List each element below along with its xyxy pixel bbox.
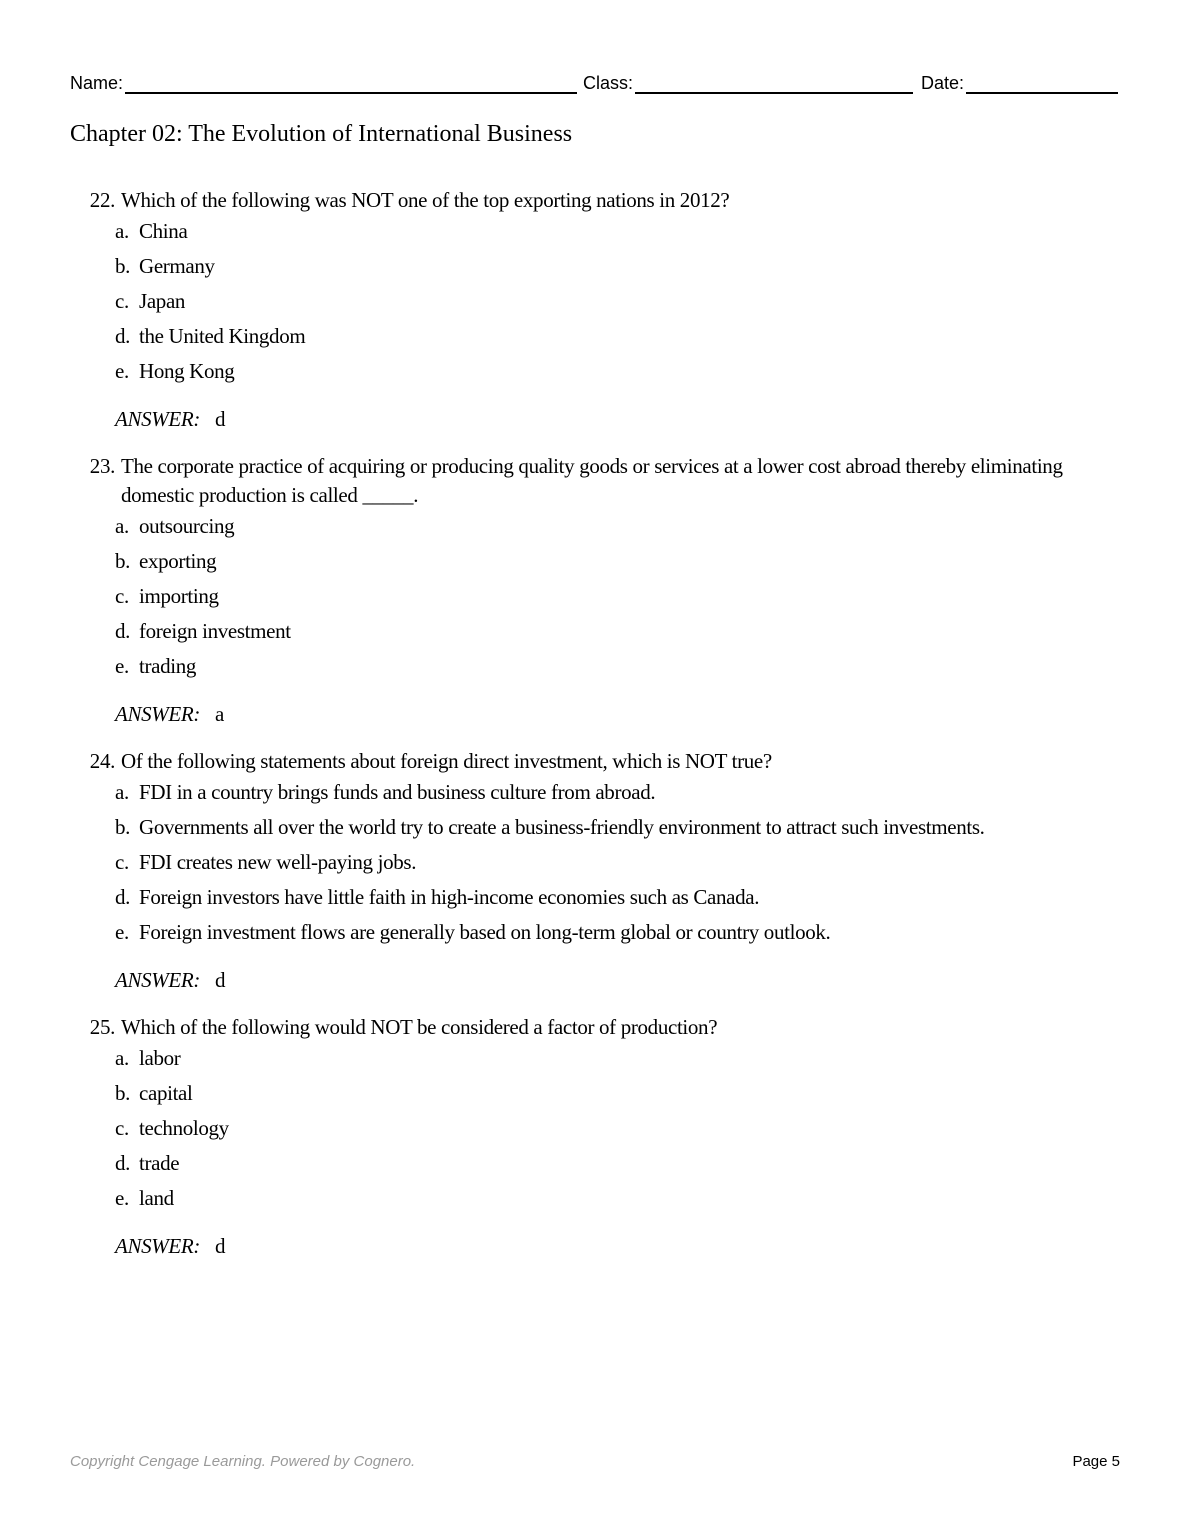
option-text: China <box>139 219 188 243</box>
option-text: foreign investment <box>139 619 291 643</box>
option-letter: e. <box>115 1186 129 1210</box>
option-text: trade <box>139 1151 180 1175</box>
option-e <box>115 652 1130 687</box>
option-letter: c. <box>115 584 129 608</box>
question-24 <box>70 747 1130 995</box>
name-field <box>70 70 577 94</box>
option-c <box>115 582 1130 617</box>
option-d <box>115 322 1130 357</box>
date-field <box>921 70 1118 94</box>
question-stem <box>70 747 1130 776</box>
option-list <box>115 217 1130 392</box>
question-stem <box>70 452 1130 510</box>
option-b <box>115 252 1130 287</box>
question-text: Which of the following would NOT be considered a factor of production? <box>121 1015 718 1039</box>
class-field <box>583 70 913 94</box>
option-d <box>115 617 1130 652</box>
question-text: Which of the following was NOT one of the top exporting nations in 2012? <box>121 188 730 212</box>
page-number: Page 5 <box>1072 1453 1120 1470</box>
option-letter: a. <box>115 1046 129 1070</box>
question-stem <box>70 186 1130 215</box>
option-text: Hong Kong <box>139 359 235 383</box>
option-text: Foreign investment flows are generally based on long-term global or country outlook. <box>139 920 831 944</box>
option-text: exporting <box>139 549 217 573</box>
option-list <box>115 778 1130 953</box>
option-e <box>115 357 1130 392</box>
option-letter: d. <box>115 619 131 643</box>
option-a <box>115 778 1130 813</box>
option-letter: d. <box>115 1151 131 1175</box>
answer-line <box>115 700 1130 729</box>
option-text: technology <box>139 1116 229 1140</box>
answer-label: ANSWER: <box>115 702 201 726</box>
option-letter: d. <box>115 885 131 909</box>
question-number: 23. <box>89 454 115 478</box>
option-text: FDI in a country brings funds and business culture from abroad. <box>139 780 656 804</box>
answer-value: d <box>214 407 226 431</box>
question-stem <box>70 1013 1130 1042</box>
answer-value: a <box>214 702 224 726</box>
date-label: Date: <box>921 73 965 93</box>
date-line[interactable] <box>966 70 1118 94</box>
option-e <box>115 1184 1130 1219</box>
option-letter: e. <box>115 654 129 678</box>
option-letter: b. <box>115 254 131 278</box>
header <box>70 70 1120 96</box>
option-letter: c. <box>115 1116 129 1140</box>
option-text: Foreign investors have little faith in high-income economies such as Canada. <box>139 885 760 909</box>
option-list <box>115 512 1130 687</box>
option-letter: e. <box>115 920 129 944</box>
answer-value: d <box>214 1234 226 1258</box>
option-letter: c. <box>115 850 129 874</box>
option-a <box>115 1044 1130 1079</box>
option-c <box>115 287 1130 322</box>
answer-line <box>115 1232 1130 1261</box>
answer-line <box>115 966 1130 995</box>
option-letter: b. <box>115 1081 131 1105</box>
answer-label: ANSWER: <box>115 1234 201 1258</box>
name-label: Name: <box>70 73 124 93</box>
option-b <box>115 1079 1130 1114</box>
option-text: importing <box>139 584 219 608</box>
option-c <box>115 1114 1130 1149</box>
question-22 <box>70 186 1130 434</box>
answer-value: d <box>214 968 226 992</box>
question-23 <box>70 452 1130 729</box>
question-number: 22. <box>89 188 115 212</box>
option-text: labor <box>139 1046 181 1070</box>
option-text: capital <box>139 1081 193 1105</box>
option-letter: c. <box>115 289 129 313</box>
option-text: Japan <box>139 289 186 313</box>
option-e <box>115 918 1130 953</box>
chapter-title: Chapter 02: The Evolution of International Business <box>70 121 573 147</box>
question-text: Of the following statements about foreign direct investment, which is NOT true? <box>121 749 772 773</box>
name-line[interactable] <box>125 70 577 94</box>
option-b <box>115 813 1130 848</box>
option-text: FDI creates new well-paying jobs. <box>139 850 417 874</box>
option-text: trading <box>139 654 197 678</box>
question-text: The corporate practice of acquiring or producing quality goods or services at a lower cost abroad thereby eliminating domestic production is called _____. <box>121 454 1063 507</box>
option-text: the United Kingdom <box>139 324 306 348</box>
question-list <box>70 186 1130 1279</box>
option-letter: b. <box>115 815 131 839</box>
class-line[interactable] <box>635 70 913 94</box>
option-letter: a. <box>115 780 129 804</box>
option-letter: d. <box>115 324 131 348</box>
option-letter: e. <box>115 359 129 383</box>
option-text: outsourcing <box>139 514 235 538</box>
option-a <box>115 217 1130 252</box>
option-text: Governments all over the world try to create a business-friendly environment to attract such investments. <box>139 815 985 839</box>
question-number: 24. <box>89 749 115 773</box>
question-25 <box>70 1013 1130 1261</box>
option-text: Germany <box>139 254 215 278</box>
answer-label: ANSWER: <box>115 968 201 992</box>
option-d <box>115 1149 1130 1184</box>
option-letter: a. <box>115 219 129 243</box>
copyright-notice: Copyright Cengage Learning. Powered by Cognero. <box>70 1453 416 1470</box>
answer-line <box>115 405 1130 434</box>
option-letter: a. <box>115 514 129 538</box>
question-number: 25. <box>89 1015 115 1039</box>
answer-label: ANSWER: <box>115 407 201 431</box>
option-d <box>115 883 1130 918</box>
option-text: land <box>139 1186 174 1210</box>
option-list <box>115 1044 1130 1219</box>
option-a <box>115 512 1130 547</box>
option-letter: b. <box>115 549 131 573</box>
class-label: Class: <box>583 73 634 93</box>
option-c <box>115 848 1130 883</box>
option-b <box>115 547 1130 582</box>
